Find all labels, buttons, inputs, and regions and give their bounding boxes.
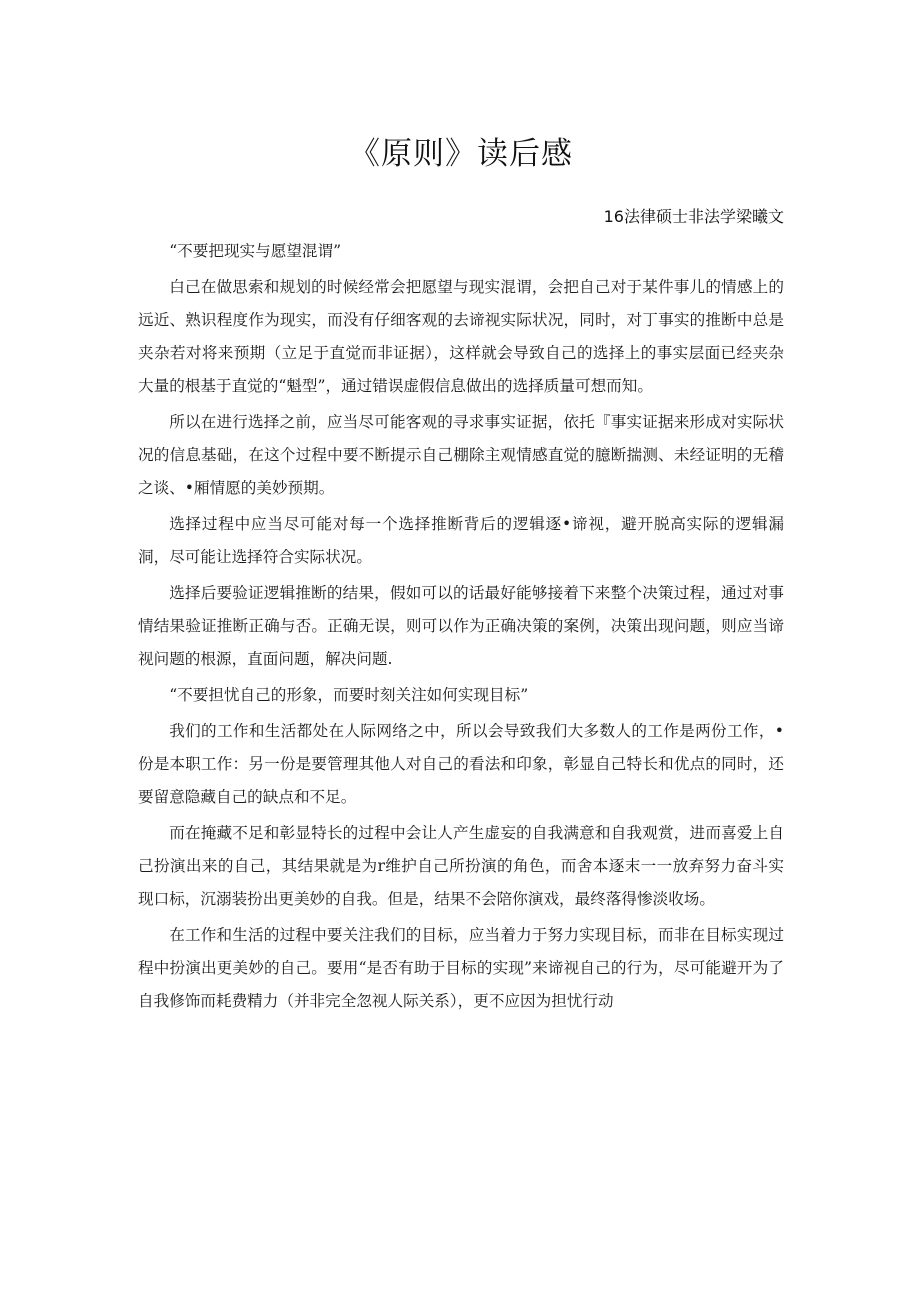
- paragraph: 我们的工作和生活都处在人际网络之中，所以会导致我们大多数人的工作是两份工作，•份是本职工作：另一份是要管理其他人对自己的看法和印象，彰显自己特长和优点的同时，还要留意隐藏自己的缺点和不足。: [138, 722, 784, 806]
- paragraph: 选择过程中应当尽可能对每一个选择推断背后的逻辑逐•谛视，避开脱高实际的逻辑漏洞，尽可能让选择符合实际状况。: [138, 515, 784, 566]
- paragraph: 在工作和生活的过程中要关注我们的目标，应当着力于努力实现目标，而非在目标实现过程中扮演出更美妙的自己。要用“是否有助于目标的实现”来谛视自己的行为，尽可能避开为了自我修饰而耗费精力（并非完全忽视人际关系），更不应因为担忧行动: [138, 926, 784, 1010]
- paragraph: 所以在进行选择之前，应当尽可能客观的寻求事实证据，依托『事实证据来形成对实际状况的信息基础，在这个过程中要不断提示自己棚除主观情感直觉的臆断揣测、未经证明的无稽之谈、•厢情愿的美妙预期。: [138, 413, 784, 497]
- paragraph: 而在掩藏不足和彰显特长的过程中会让人产生虚妄的自我满意和自我观赏，进而喜爱上自己扮演出来的自己，其结果就是为r维护自己所扮演的角色，而舍本逐末一一放弃努力奋斗实现口标，沉溺装扮出更美妙的自我。但是，结果不会陪你演戏，最终落得惨淡收场。: [138, 824, 784, 908]
- author-line: 16法律硕士非法学梁曦文: [603, 207, 784, 226]
- paragraph: 白己在做思索和规划的时候经常会把愿望与现实混谓，会把自己对于某件事儿的情感上的远近、熟识程度作为现实，而没有仔细客观的去谛视实际状况，同时，对丁事实的推断中总是夹杂若对将来预期（立足于直觉而非证据），这样就会导致自己的选择上的事实层面已经夹杂大量的根基于直觉的“魁型”，通过错误虚假信息做出的选择质量可想而知。: [138, 278, 784, 395]
- paragraph: 选择后要验证逻辑推断的结果，假如可以的话最好能够接着下来整个决策过程，通过对事情结果验证推断正确与否。正确无误，则可以作为正确决策的案例，决策出现问题，则应当谛视问题的根源，直面问题，解决问题.: [138, 584, 784, 668]
- document-title: 《原则》读后感: [349, 136, 573, 172]
- document-body: [138, 235, 784, 1021]
- section-heading: “不要担忧自己的形象，而要时刻关注如何实现目标”: [169, 686, 529, 704]
- section-heading: “不要把现实与愿望混谓”: [169, 242, 342, 260]
